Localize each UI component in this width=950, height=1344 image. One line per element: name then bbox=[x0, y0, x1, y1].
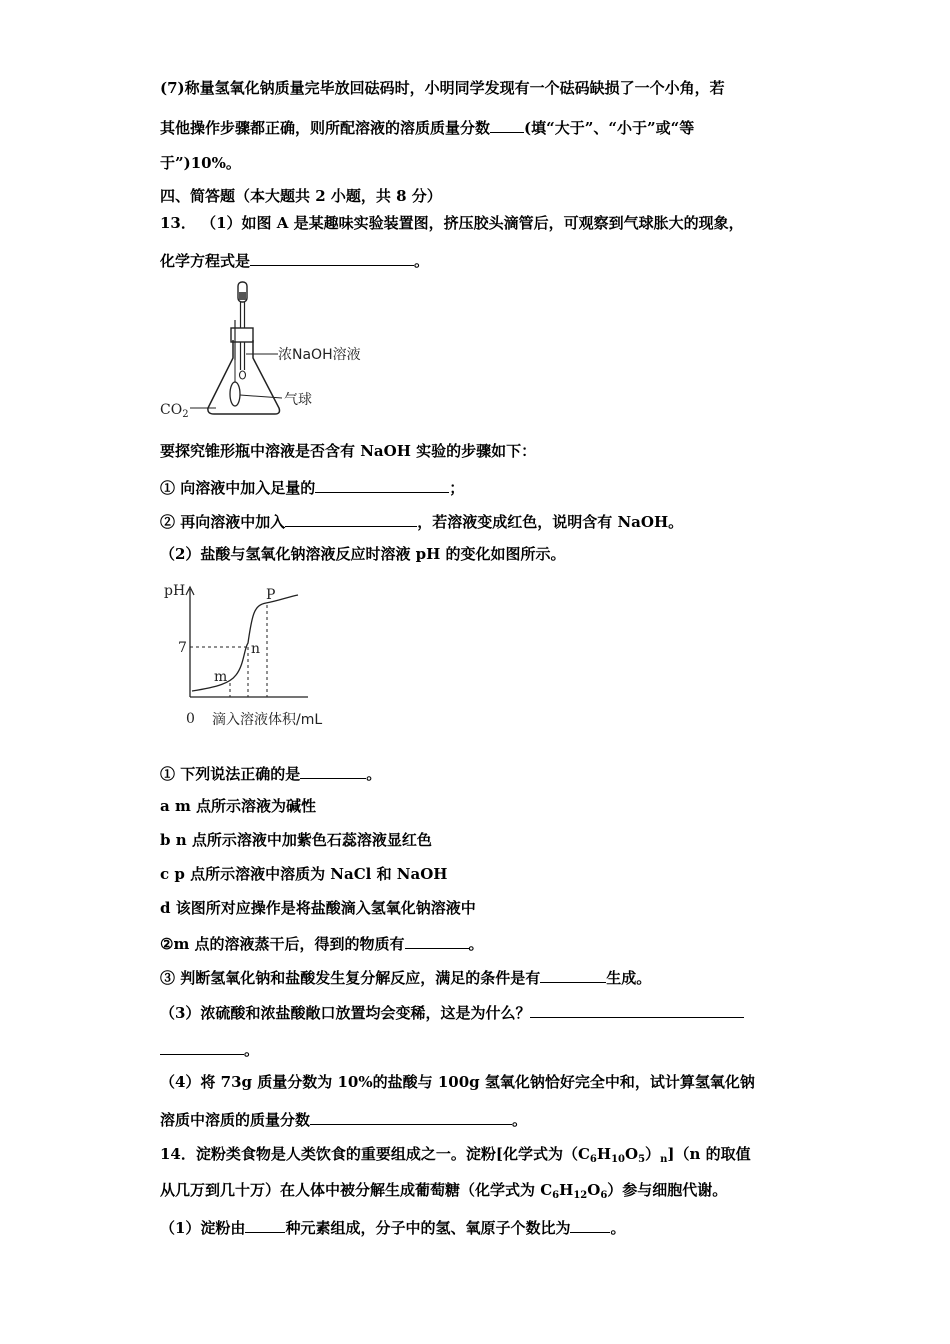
g-el-o: O bbox=[587, 1181, 601, 1199]
point-p: P bbox=[266, 587, 276, 603]
part4-end: 。 bbox=[512, 1111, 528, 1129]
q13-equation-label: 化学方程式是 bbox=[160, 252, 251, 270]
q13-explore: 要探究锥形瓶中溶液是否含有 NaOH 实验的步骤如下： bbox=[160, 442, 537, 460]
q13-part-4-line-2 bbox=[160, 1108, 527, 1130]
sub1-end: 。 bbox=[366, 765, 382, 783]
q13-step-1 bbox=[160, 476, 464, 498]
label-co2: $CO_2$ bbox=[160, 402, 189, 420]
part4-blank[interactable] bbox=[310, 1108, 512, 1125]
q14-text-1b: ]（n 的取值 bbox=[667, 1145, 751, 1163]
q14-text-3a: （1）淀粉由 bbox=[160, 1219, 246, 1237]
ph-axis-label: pH bbox=[164, 583, 186, 599]
option-d: d 该图所对应操作是将盐酸滴入氢氧化钠溶液中 bbox=[160, 899, 476, 917]
part3-blank-2[interactable] bbox=[160, 1038, 244, 1055]
option-a: a m 点所示溶液为碱性 bbox=[160, 797, 317, 815]
q13-intro-line-1: 13． （1）如图 A 是某趣味实验装置图，挤压胶头滴管后，可观察到气球胀大的现象， bbox=[160, 214, 744, 232]
q14-text-2a: 从几万到几十万）在人体中被分解生成葡萄糖（化学式为 C bbox=[160, 1181, 553, 1199]
q14-text-1a: 14．淀粉类食物是人类饮食的重要组成之一。淀粉[化学式为（C bbox=[160, 1145, 590, 1163]
step2-end: ，若溶液变成红色，说明含有 NaOH。 bbox=[417, 513, 684, 531]
sub3-blank[interactable] bbox=[540, 966, 606, 983]
q13-part-3-cont bbox=[160, 1038, 259, 1060]
q13-equation-blank[interactable] bbox=[250, 249, 414, 266]
q13-sub-1 bbox=[160, 762, 381, 784]
step2-text: ② 再向溶液中加入 bbox=[160, 513, 286, 531]
q13-intro-line-2 bbox=[160, 249, 429, 271]
sub2-text: ②m 点的溶液蒸干后，得到的物质有 bbox=[160, 935, 405, 953]
option-c: c p 点所示溶液中溶质为 NaCl 和 NaOH bbox=[160, 865, 448, 883]
part4-text: 溶质中溶质的质量分数 bbox=[160, 1111, 311, 1129]
sub2-blank[interactable] bbox=[405, 932, 469, 949]
section-title: 四、简答题（本大题共 2 小题，共 8 分） bbox=[160, 187, 442, 205]
origin-label: 0 bbox=[186, 711, 195, 727]
g-sub-6: 6 bbox=[552, 1190, 560, 1201]
g-sub-6b: 6 bbox=[600, 1190, 608, 1201]
part3-text: （3）浓硫酸和浓盐酸敞口放置均会变稀，这是为什么？ bbox=[160, 1004, 531, 1022]
step2-blank[interactable] bbox=[285, 510, 417, 527]
q14-line-2 bbox=[160, 1180, 727, 1206]
q7-answer-blank[interactable] bbox=[490, 116, 524, 133]
q14-text-2b: ）参与细胞代谢。 bbox=[607, 1181, 728, 1199]
g-sub-12: 12 bbox=[573, 1190, 588, 1201]
tick-7: 7 bbox=[178, 640, 187, 656]
option-b: b n 点所示溶液中加紫色石蕊溶液显红色 bbox=[160, 831, 432, 849]
q14-line-1 bbox=[160, 1144, 751, 1170]
q13-part-3 bbox=[160, 1001, 744, 1023]
q14-text-3c: 。 bbox=[610, 1219, 626, 1237]
q7-line-1: (7)称量氢氧化钠质量完毕放回砝码时，小明同学发现有一个砝码缺损了一个小角，若 bbox=[160, 79, 725, 97]
q13-sub-2 bbox=[160, 932, 484, 954]
sub2-end: 。 bbox=[468, 935, 484, 953]
q7-text-b: (填“大于”、“小于”或“等 bbox=[524, 119, 695, 137]
sub-5: 5 bbox=[638, 1154, 646, 1165]
step1-text: ① 向溶液中加入足量的 bbox=[160, 479, 316, 497]
sub-6: 6 bbox=[589, 1154, 597, 1165]
figure-b-ph-curve bbox=[158, 575, 358, 735]
q14-elements-blank[interactable] bbox=[245, 1216, 285, 1233]
q13-step-2 bbox=[160, 510, 683, 532]
point-m: m bbox=[214, 669, 228, 685]
q7-text-a: 其他操作步骤都正确，则所配溶液的溶质质量分数 bbox=[160, 119, 491, 137]
q14-text-3b: 种元素组成，分子中的氢、氧原子个数比为 bbox=[285, 1219, 571, 1237]
label-balloon: 气球 bbox=[284, 392, 312, 408]
sub1-text: ① 下列说法正确的是 bbox=[160, 765, 301, 783]
q13-part-2: （2）盐酸与氢氧化钠溶液反应时溶液 pH 的变化如图所示。 bbox=[160, 545, 566, 563]
q7-line-2 bbox=[160, 116, 694, 138]
part3-blank-1[interactable] bbox=[530, 1001, 744, 1018]
x-axis-label: 滴入溶液体积/mL bbox=[212, 712, 323, 728]
q13-period: 。 bbox=[414, 252, 430, 270]
step1-blank[interactable] bbox=[315, 476, 449, 493]
sub3-text: ③ 判断氢氧化钠和盐酸发生复分解反应，满足的条件是有 bbox=[160, 969, 541, 987]
sub3-end: 生成。 bbox=[606, 969, 652, 987]
sub-n: n bbox=[660, 1154, 668, 1165]
q13-sub-3 bbox=[160, 966, 651, 988]
step1-end: ； bbox=[449, 479, 465, 497]
point-n: n bbox=[251, 641, 261, 657]
q13-part-4-line-1: （4）将 73g 质量分数为 10%的盐酸与 100g 氢氧化钠恰好完全中和，试计算氢氧化钠 bbox=[160, 1073, 755, 1091]
q14-ratio-blank[interactable] bbox=[570, 1216, 610, 1233]
g-el-h: H bbox=[559, 1181, 574, 1199]
el-o: O bbox=[625, 1145, 639, 1163]
sub1-blank[interactable] bbox=[300, 762, 366, 779]
paren-close: ） bbox=[645, 1145, 661, 1163]
sub-10: 10 bbox=[611, 1154, 625, 1165]
label-naoh: 浓NaOH溶液 bbox=[278, 347, 361, 363]
el-h: H bbox=[596, 1145, 612, 1163]
q7-line-3: 于”)10%。 bbox=[160, 154, 241, 172]
q14-line-3 bbox=[160, 1216, 625, 1238]
part3-end: 。 bbox=[244, 1041, 260, 1059]
figure-a-apparatus bbox=[158, 280, 388, 420]
